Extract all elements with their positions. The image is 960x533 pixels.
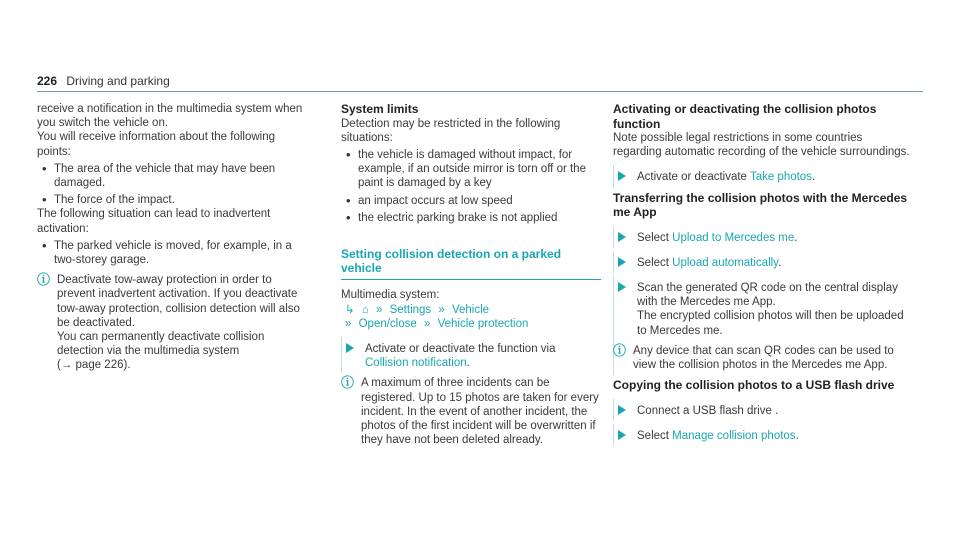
- menu-path: [341, 303, 601, 317]
- step-item: Select Upload automatically.: [613, 256, 913, 270]
- path-enter-icon: ↳: [345, 303, 355, 316]
- note-text: A maximum of three incidents can be registered. Up to 15 photos are taken for every incident. In the event of another incident, the photos of the first incident will be overwritten if they have not been deleted already.: [361, 377, 599, 447]
- bullet-item: • an impact occurs at low speed: [344, 194, 601, 208]
- bullet-item: • the vehicle is damaged without impact, for example, if an outside mirror is torn off or the paint is damaged by a key: [344, 148, 601, 191]
- manage-collision-photos-link[interactable]: Manage collision photos: [672, 429, 796, 442]
- step-arrow-icon: [618, 171, 626, 181]
- step-arrow-icon: [618, 405, 626, 415]
- step-item: Select Upload to Mercedes me.: [613, 231, 913, 245]
- info-note-icon: ⓘ: [37, 272, 51, 288]
- upload-automatically-link[interactable]: Upload automatically: [672, 256, 779, 269]
- header-divider: [37, 91, 923, 92]
- column-2: [341, 102, 601, 447]
- step-item: Activate or deactivate Take photos.: [613, 170, 913, 184]
- note-block: [613, 344, 913, 372]
- heading-system-limits: System limits: [341, 102, 419, 116]
- section-title: Driving and parking: [66, 74, 170, 88]
- paragraph: Detection may be restricted in the following situations:: [341, 117, 561, 144]
- step-arrow-icon: [618, 232, 626, 242]
- bullet-item: • The parked vehicle is moved, for example, in a two-storey garage.: [40, 239, 307, 267]
- chevron-icon: »: [424, 317, 431, 330]
- chevron-icon: »: [376, 303, 383, 316]
- paragraph: The following situation can lead to inadvertent activation:: [37, 208, 271, 235]
- page-number: 226: [37, 74, 58, 88]
- paragraph: Note possible legal restrictions in some countries regarding automatic recording of the vehicle surroundings.: [613, 132, 910, 159]
- bullet-item: • The area of the vehicle that may have been damaged.: [40, 162, 307, 190]
- take-photos-link[interactable]: Take photos: [749, 171, 812, 184]
- paragraph: receive a notification in the multimedia system when you switch the vehicle on.: [37, 103, 303, 130]
- note-text: You can permanently deactivate collision detection via the multimedia system: [57, 331, 265, 358]
- step-item: Connect a USB flash drive .: [613, 404, 913, 418]
- note-block: [37, 273, 307, 372]
- paragraph: You will receive information about the following points:: [37, 131, 276, 158]
- menu-open-close[interactable]: Open/close: [358, 317, 417, 330]
- section-heading: Setting collision detection on a parked vehicle: [341, 247, 601, 280]
- bullet-item: • the electric parking brake is not applied: [344, 211, 601, 225]
- note-block: [341, 376, 601, 447]
- note-text: Any device that can scan QR codes can be used to view the collision photos in the Mercedes me App.: [633, 344, 894, 372]
- info-note-icon: ⓘ: [613, 342, 627, 358]
- chevron-icon: »: [438, 303, 445, 316]
- column-3: [613, 102, 913, 443]
- home-icon[interactable]: ⌂: [361, 303, 369, 316]
- step-arrow-icon: [618, 430, 626, 440]
- multimedia-system-label: Multimedia system:: [341, 289, 440, 302]
- chevron-icon: »: [345, 317, 352, 330]
- collision-notification-link[interactable]: Collision notification: [365, 357, 467, 370]
- page-reference-link[interactable]: (→ page 226).: [57, 359, 131, 372]
- heading-transfer: Transferring the collision photos with the Mercedes me App: [613, 190, 908, 220]
- bullet-item: • The force of the impact.: [40, 193, 307, 207]
- info-note-icon: ⓘ: [341, 375, 355, 391]
- step-item: Select Manage collision photos.: [613, 429, 913, 443]
- upload-to-mercedes-me-link[interactable]: Upload to Mercedes me: [672, 231, 795, 244]
- step-bar: [341, 337, 342, 373]
- menu-vehicle-protection[interactable]: Vehicle protection: [437, 317, 529, 330]
- step-item: Scan the generated QR code on the central display with the Mercedes me App. The encrypted collision photos will then be uploaded to Mercedes me. ⓘ Any device that can scan QR codes can be used to view the collision photos in the Mercedes me App.: [613, 281, 913, 372]
- heading-copy-usb: Copying the collision photos to a USB flash drive: [613, 378, 895, 393]
- step-item: Activate or deactivate the function via Collision notification.: [341, 342, 601, 370]
- column-1: [37, 102, 307, 373]
- menu-vehicle[interactable]: Vehicle: [451, 303, 490, 316]
- page-header: [37, 74, 170, 88]
- note-text: Deactivate tow-away protection in order to prevent inadvertent activation. If you deactivate tow-away protection, collision detection will also be deactivated.: [57, 274, 300, 329]
- heading-collision-photos: Activating or deactivating the collision photos function: [613, 102, 877, 131]
- menu-settings[interactable]: Settings: [389, 303, 432, 316]
- step-arrow-icon: [618, 282, 626, 292]
- step-arrow-icon: [346, 343, 354, 353]
- menu-path: [341, 317, 601, 331]
- step-arrow-icon: [618, 257, 626, 267]
